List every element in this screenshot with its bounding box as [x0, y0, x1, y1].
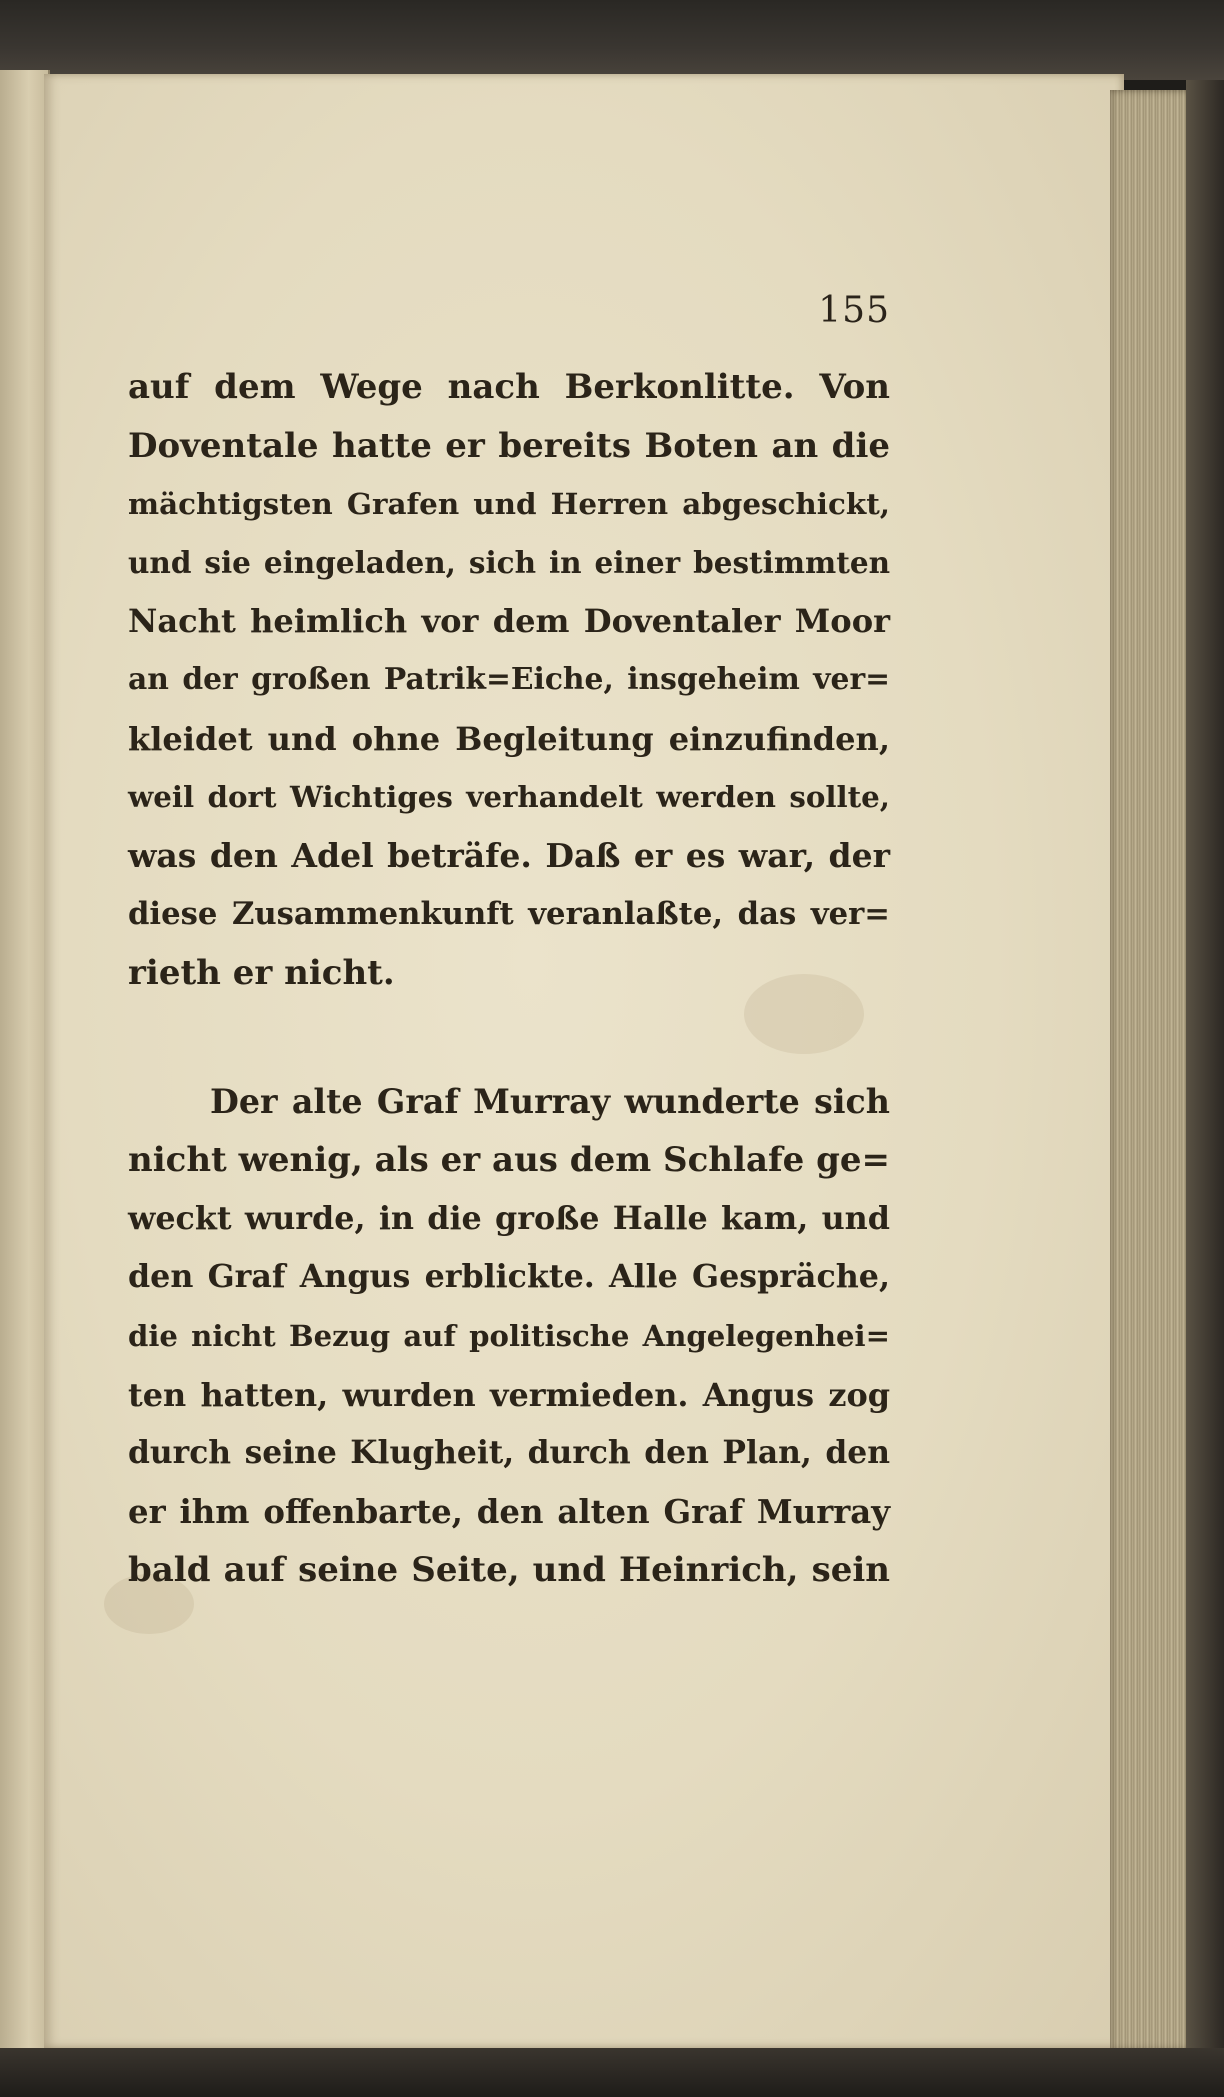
paragraph-gap	[128, 1003, 890, 1073]
text-line: diese Zusammenkunft veranlaßte, das ver=	[128, 896, 890, 933]
text-line: kleidet und ohne Begleitung einzufinden,	[128, 719, 890, 758]
text-line: Nacht heimlich vor dem Doventaler Moor	[128, 602, 890, 641]
text-line: was den Adel beträfe. Daß er es war, der	[128, 835, 890, 875]
paragraph-2	[128, 1073, 890, 1600]
text-line: Doventale hatte er bereits Boten an die	[128, 425, 890, 466]
book-cover-bottom	[0, 2048, 1224, 2097]
text-line: rieth er nicht.	[128, 952, 395, 993]
text-line: durch seine Klugheit, durch den Plan, den	[128, 1435, 890, 1472]
book-cover-top	[0, 0, 1224, 80]
text-line: weckt wurde, in die große Halle kam, und	[128, 1199, 890, 1237]
binding-shadow	[1186, 80, 1224, 2050]
body-text	[128, 358, 890, 1600]
text-line: auf dem Wege nach Berkonlitte. Von	[128, 367, 890, 407]
text-line: er ihm offenbarte, den alten Graf Murray	[128, 1492, 890, 1531]
text-line: den Graf Angus erblickte. Alle Gespräche,	[128, 1258, 890, 1296]
text-line: mächtigsten Grafen und Herren abgeschickt,	[128, 486, 890, 522]
text-line: an der großen Patrik=Eiche, insgeheim ver=	[128, 661, 890, 697]
text-line: Der alte Graf Murray wunderte sich	[210, 1081, 890, 1121]
text-line: ten hatten, wurden vermieden. Angus zog	[128, 1375, 890, 1414]
page-number: 155	[818, 290, 890, 331]
text-line: und sie eingeladen, sich in einer bestimmten	[128, 544, 890, 580]
text-line: die nicht Bezug auf politische Angelegenhei=	[128, 1318, 890, 1353]
paragraph-1	[128, 358, 890, 1003]
page-stack-edges	[1110, 90, 1190, 2050]
text-line: weil dort Wichtiges verhandelt werden sollte,	[128, 779, 890, 815]
left-page-edge	[0, 70, 50, 2060]
text-line: nicht wenig, als er aus dem Schlafe ge=	[128, 1140, 890, 1181]
text-line: bald auf seine Seite, und Heinrich, sein	[128, 1550, 890, 1591]
